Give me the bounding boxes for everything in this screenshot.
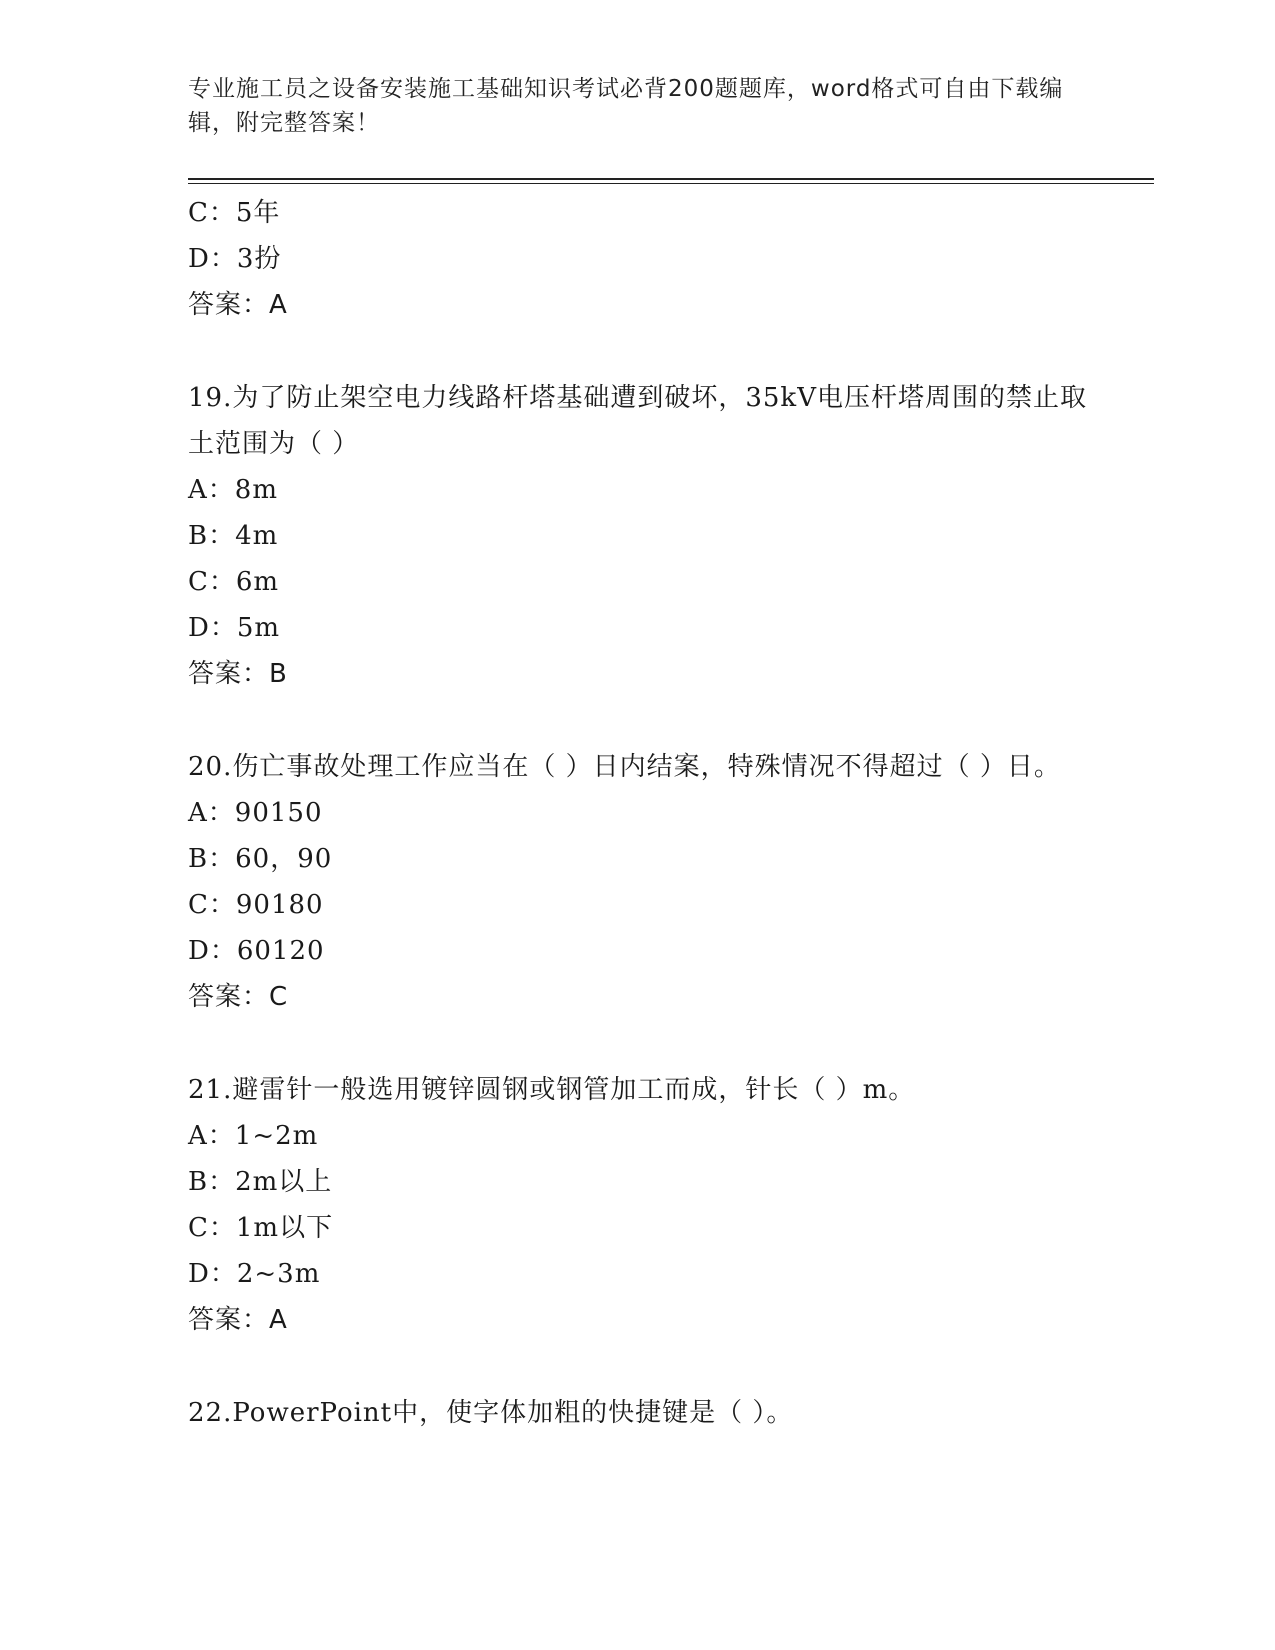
option-c: C：6m [188,567,280,597]
option-b: B：2m以上 [188,1167,333,1197]
answer-label: 答案：A [188,1305,288,1335]
option-d: D：5m [188,613,281,643]
option-c: C：90180 [188,890,324,920]
option-d: D：2~3m [188,1259,321,1289]
answer-label: 答案：A [188,290,288,320]
option-c: C：5年 [188,198,281,228]
option-b: B：60，90 [188,844,333,874]
question-20-text: 20.伤亡事故处理工作应当在（ ）日内结案，特殊情况不得超过（ ）日。 [188,752,1061,782]
question-19-text: 19.为了防止架空电力线路杆塔基础遭到破坏，35kV电压杆塔周围的禁止取土范围为（ ） [188,383,1087,459]
option-d: D：3扮 [188,244,282,274]
answer-label: 答案：C [188,982,289,1012]
option-d: D：60120 [188,936,325,966]
option-a: A：90150 [188,798,323,828]
option-c: C：1m以下 [188,1213,334,1243]
option-a: A：1~2m [188,1121,319,1151]
answer-label: 答案：B [188,659,288,689]
header-divider-top [188,178,1154,180]
document-header: 专业施工员之设备安装施工基础知识考试必背200题题库，word格式可自由下载编辑，附完整答案！ [188,76,1064,136]
question-21-text: 21.避雷针一般选用镀锌圆钢或钢管加工而成，针长（ ）m。 [188,1075,916,1105]
question-content [188,190,1088,1436]
option-b: B：4m [188,521,279,551]
question-22-text: 22.PowerPoint中，使字体加粗的快捷键是（ ）。 [188,1398,794,1428]
option-a: A：8m [188,475,278,505]
header-divider-bottom [188,183,1154,184]
